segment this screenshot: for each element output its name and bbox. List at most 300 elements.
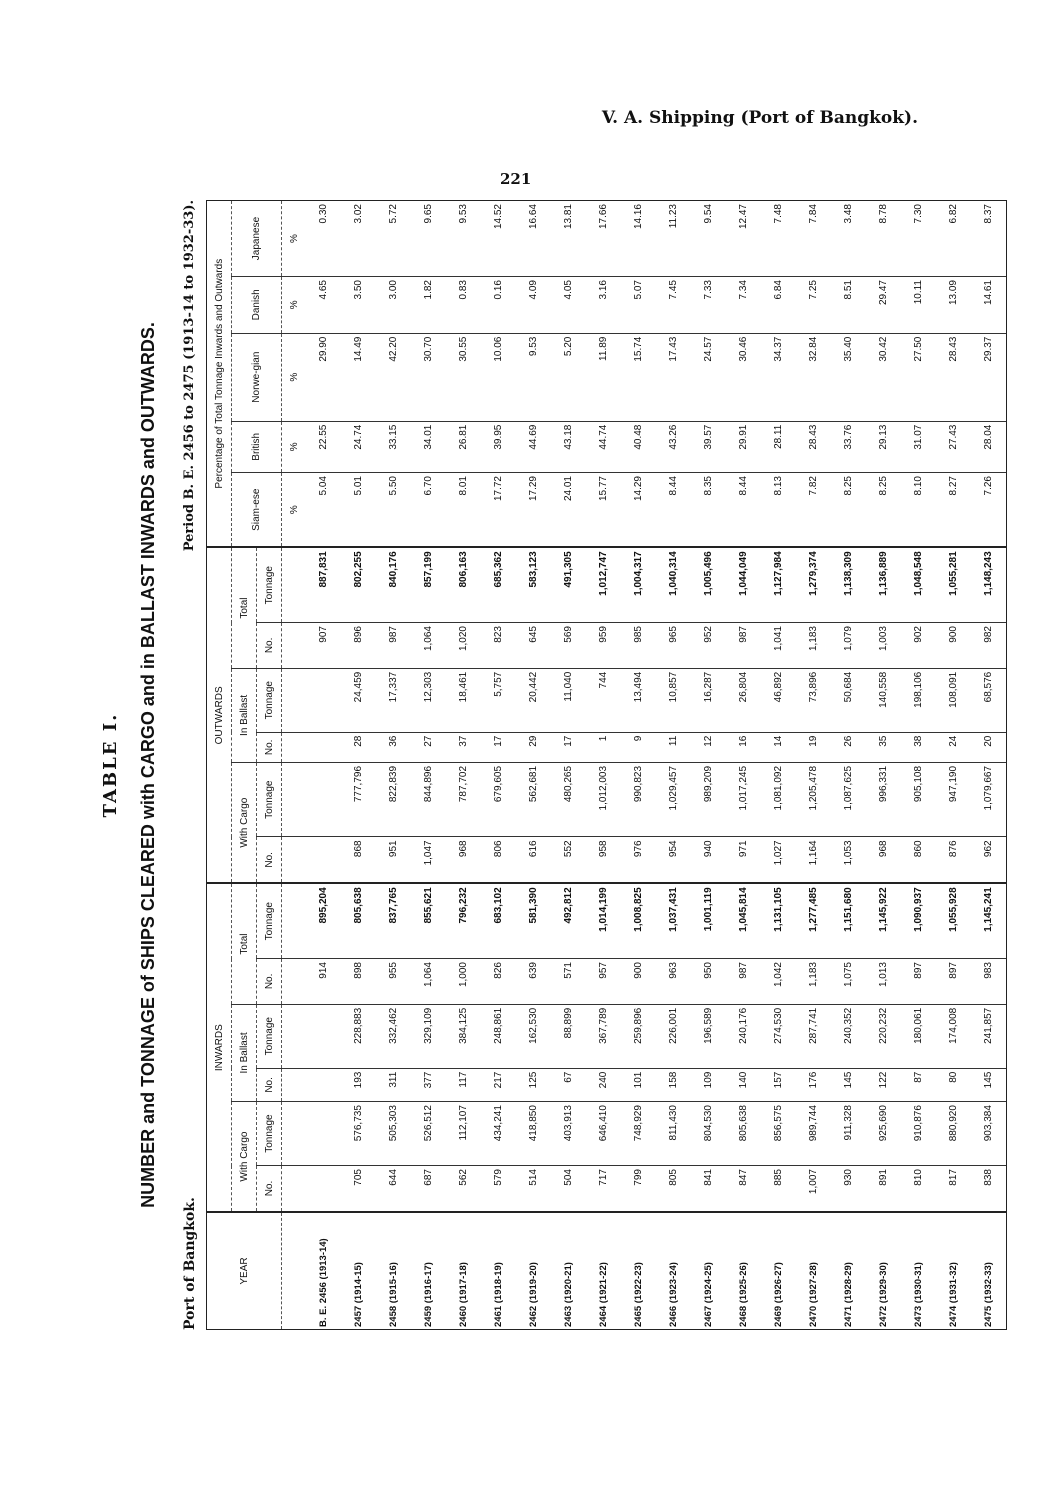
cell-in-c-t: 434,241 [481,1102,516,1166]
cell-out-c-t: 787,702 [446,762,481,836]
cell-out-tot-no: 645 [516,623,551,669]
cell-out-b-no: 9 [621,732,656,762]
cell-in-b-no: 311 [376,1068,411,1101]
cell-out-c-t: 777,796 [341,762,376,836]
cell-jap: 16.64 [516,201,551,277]
unit-row [282,201,307,1330]
cell-siam: 17.29 [516,473,551,548]
cell-out-b-no: 29 [516,732,551,762]
cell-norw: 30.55 [446,333,481,421]
cell-in-tot-no: 1,042 [761,959,796,1005]
cell-siam: 8.44 [726,473,761,548]
cell-out-tot-no: 952 [691,623,726,669]
cell-out-c-t: 844,896 [411,762,446,836]
cell-out-tot-t: 857,199 [411,547,446,622]
table-row [376,201,411,1330]
cell-out-b-no: 26 [831,732,866,762]
cell-jap: 14.16 [621,201,656,277]
cell-norw: 17.43 [656,333,691,421]
cell-in-tot-t: 895,204 [306,883,341,958]
cell-brit: 44.74 [586,421,621,472]
cell-out-tot-no: 569 [551,623,586,669]
cell-in-tot-no: 1,000 [446,959,481,1005]
cell-out-b-t: 46,892 [761,668,796,732]
cell-siam: 15.77 [586,473,621,548]
cell-in-tot-no: 950 [691,959,726,1005]
cell-in-tot-t: 1,014,199 [586,883,621,958]
col-no: No. [257,1068,282,1101]
cell-norw: 11.89 [586,333,621,421]
cell-in-c-no: 805 [656,1166,691,1212]
cell-jap: 11.23 [656,201,691,277]
cell-jap: 9.65 [411,201,446,277]
cell-in-b-t: 174,008 [936,1004,971,1068]
norwegian-header: Norwe-gian [232,333,282,421]
cell-in-b-t: 248,861 [481,1004,516,1068]
cell-in-c-t: 403,913 [551,1102,586,1166]
cell-out-c-t: 1,081,092 [761,762,796,836]
cell-in-b-no: 145 [971,1068,1007,1101]
cell-in-b-t: 220,232 [866,1004,901,1068]
cell-in-c-no: 1,007 [796,1166,831,1212]
cell-out-c-no: 954 [656,837,691,883]
cell-out-c-t: 905,108 [901,762,936,836]
cell-in-c-no: 930 [831,1166,866,1212]
table-row [866,201,901,1330]
cell-in-c-t: 112,107 [446,1102,481,1166]
cell-dan: 4.09 [516,277,551,334]
cell-jap: 12.47 [726,201,761,277]
cell-out-tot-t: 1,148,243 [971,547,1007,622]
cell-siam: 6.70 [411,473,446,548]
cell-out-c-no: 962 [971,837,1007,883]
cell-out-b-t: 24,459 [341,668,376,732]
cell-out-b-no: 14 [761,732,796,762]
cell-out-c-no: 552 [551,837,586,883]
cell-out-tot-t: 806,163 [446,547,481,622]
cell-siam: 24.01 [551,473,586,548]
col-no: No. [257,732,282,762]
cell-in-b-no: 240 [586,1068,621,1101]
cell-in-b-t: 384,125 [446,1004,481,1068]
table-row [586,201,621,1330]
cell-out-c-t: 1,029,457 [656,762,691,836]
cell-jap: 6.82 [936,201,971,277]
cell-norw: 28.43 [936,333,971,421]
cell-out-c-t: 989,209 [691,762,726,836]
cell-out-c-t: 679,605 [481,762,516,836]
cell-out-b-t: 5,757 [481,668,516,732]
cell-out-b-t: 198,106 [901,668,936,732]
cell-jap: 9.54 [691,201,726,277]
cell-in-tot-no: 983 [971,959,1007,1005]
cell-brit: 26.81 [446,421,481,472]
cell-brit: 39.57 [691,421,726,472]
cell-dan: 6.84 [761,277,796,334]
cell-in-c-t: 925,690 [866,1102,901,1166]
in-total-header: Total [232,883,257,1004]
cell-out-tot-no: 896 [341,623,376,669]
cell-out-c-no: 1,053 [831,837,866,883]
cell-in-c-no: 504 [551,1166,586,1212]
cell-out-tot-no: 902 [901,623,936,669]
cell-in-c-no: 817 [936,1166,971,1212]
cell-norw: 5.20 [551,333,586,421]
cell-out-tot-t: 1,004,317 [621,547,656,622]
cell-in-b-no: 87 [901,1068,936,1101]
cell-year: 2466 (1923-24) [656,1212,691,1330]
cell-in-b-no: 176 [796,1068,831,1101]
cell-in-b-no: 125 [516,1068,551,1101]
cell-in-c-t: 989,744 [796,1102,831,1166]
cell-out-c-t: 562,681 [516,762,551,836]
cell-out-tot-no: 1,020 [446,623,481,669]
cell-in-b-t: 367,789 [586,1004,621,1068]
cell-year: 2472 (1929-30) [866,1212,901,1330]
cell-out-tot-t: 583,123 [516,547,551,622]
cell-year: 2459 (1916-17) [411,1212,446,1330]
cell-in-c-no: 799 [621,1166,656,1212]
cell-jap: 7.30 [901,201,936,277]
cell-dan: 3.50 [341,277,376,334]
cell-out-b-no: 37 [446,732,481,762]
cell-dan: 7.45 [656,277,691,334]
cell-in-c-no: 838 [971,1166,1007,1212]
cell-dan: 14.61 [971,277,1007,334]
cell-in-tot-t: 805,638 [341,883,376,958]
cell-siam: 8.25 [831,473,866,548]
shipping-table [206,200,1007,1330]
cell-out-tot-t: 1,040,314 [656,547,691,622]
col-tonnage: Tonnage [257,883,282,958]
cell-out-tot-t: 1,127,984 [761,547,796,622]
period-label: Period B. E. 2456 to 2475 (1913-14 to 1932-33). [182,200,197,552]
cell-in-b-no: 157 [761,1068,796,1101]
out-ballast-header: In Ballast [232,668,257,762]
cell-jap: 8.78 [866,201,901,277]
cell-out-tot-no: 1,079 [831,623,866,669]
cell-in-tot-t: 492,812 [551,883,586,958]
cell-in-c-t [306,1102,341,1166]
cell-norw: 15.74 [621,333,656,421]
cell-in-b-no: 122 [866,1068,901,1101]
cell-out-b-no: 16 [726,732,761,762]
cell-in-c-t: 903,384 [971,1102,1007,1166]
cell-in-b-t: 241,857 [971,1004,1007,1068]
cell-brit: 43.26 [656,421,691,472]
cell-siam: 5.01 [341,473,376,548]
cell-in-tot-t: 796,232 [446,883,481,958]
cell-out-b-no: 24 [936,732,971,762]
cell-brit: 29.13 [866,421,901,472]
cell-norw: 24.57 [691,333,726,421]
cell-out-b-t: 12,303 [411,668,446,732]
cell-brit: 27.43 [936,421,971,472]
cell-in-b-no: 80 [936,1068,971,1101]
cell-in-tot-no: 897 [936,959,971,1005]
cell-in-b-no: 101 [621,1068,656,1101]
cell-dan: 3.00 [376,277,411,334]
cell-out-b-no: 12 [691,732,726,762]
siamese-header: Siam-ese [232,473,282,548]
cell-out-c-t: 947,190 [936,762,971,836]
cell-siam: 8.13 [761,473,796,548]
cell-in-c-t: 526,512 [411,1102,446,1166]
unit-percent: % [282,277,307,334]
cell-in-c-no: 514 [516,1166,551,1212]
cell-in-b-t: 240,176 [726,1004,761,1068]
cell-out-c-t: 822,839 [376,762,411,836]
cell-in-tot-t: 1,145,241 [971,883,1007,958]
cell-jap: 14.52 [481,201,516,277]
cell-in-tot-no: 898 [341,959,376,1005]
cell-in-tot-t: 1,131,105 [761,883,796,958]
cell-in-tot-no: 1,064 [411,959,446,1005]
cell-out-tot-no: 1,183 [796,623,831,669]
cell-in-tot-no: 955 [376,959,411,1005]
cell-out-tot-no: 1,041 [761,623,796,669]
cell-norw: 35.40 [831,333,866,421]
cell-out-c-t: 996,331 [866,762,901,836]
cell-out-b-t: 16,287 [691,668,726,732]
cell-in-b-no: 140 [726,1068,761,1101]
table-row [726,201,761,1330]
cell-out-b-no: 28 [341,732,376,762]
cell-in-b-no: 109 [691,1068,726,1101]
cell-in-b-no [306,1068,341,1101]
cell-out-tot-no: 985 [621,623,656,669]
cell-out-b-t: 17,337 [376,668,411,732]
cell-norw: 10.06 [481,333,516,421]
cell-in-c-no [306,1166,341,1212]
cell-in-c-no: 841 [691,1166,726,1212]
cell-out-tot-t: 1,136,889 [866,547,901,622]
cell-out-c-no: 968 [446,837,481,883]
cell-siam: 7.82 [796,473,831,548]
cell-in-tot-t: 1,151,680 [831,883,866,958]
cell-out-c-no: 806 [481,837,516,883]
cell-in-tot-t: 1,277,485 [796,883,831,958]
cell-in-c-t: 910,876 [901,1102,936,1166]
cell-brit: 40.48 [621,421,656,472]
cell-in-b-no: 67 [551,1068,586,1101]
cell-dan: 10.11 [901,277,936,334]
cell-in-c-t: 505,303 [376,1102,411,1166]
cell-jap: 3.02 [341,201,376,277]
table-row [761,201,796,1330]
cell-in-tot-no: 1,183 [796,959,831,1005]
cell-siam: 5.04 [306,473,341,548]
cell-out-b-no [306,732,341,762]
cell-out-c-t: 480,265 [551,762,586,836]
cell-norw: 14.49 [341,333,376,421]
cell-in-tot-no: 826 [481,959,516,1005]
cell-in-c-t: 418,850 [516,1102,551,1166]
cell-out-b-no: 11 [656,732,691,762]
cell-norw: 32.84 [796,333,831,421]
cell-brit: 43.18 [551,421,586,472]
cell-out-tot-t: 802,255 [341,547,376,622]
table-row [621,201,656,1330]
unit-percent: % [282,473,307,548]
cell-in-b-t: 180,061 [901,1004,936,1068]
cell-in-c-t: 811,430 [656,1102,691,1166]
cell-year: 2475 (1932-33) [971,1212,1007,1330]
cell-year: 2467 (1924-25) [691,1212,726,1330]
cell-in-b-no: 377 [411,1068,446,1101]
cell-out-tot-no: 900 [936,623,971,669]
table-row [796,201,831,1330]
cell-out-tot-no: 965 [656,623,691,669]
cell-in-tot-t: 1,001,119 [691,883,726,958]
cell-norw: 34.37 [761,333,796,421]
cell-year: 2457 (1914-15) [341,1212,376,1330]
unit-percent: % [282,421,307,472]
cell-in-tot-no: 639 [516,959,551,1005]
cell-brit: 44.69 [516,421,551,472]
cell-out-tot-no: 987 [376,623,411,669]
cell-brit: 29.91 [726,421,761,472]
cell-jap: 5.72 [376,201,411,277]
cell-in-tot-no: 963 [656,959,691,1005]
cell-in-b-t: 259,896 [621,1004,656,1068]
cell-in-tot-t: 1,008,825 [621,883,656,958]
cell-siam: 14.29 [621,473,656,548]
cell-siam: 8.25 [866,473,901,548]
cell-in-b-no: 217 [481,1068,516,1101]
percentage-header: Percentage of Total Tonnage Inwards and Outwards [207,201,232,548]
cell-in-tot-no: 1,013 [866,959,901,1005]
cell-in-b-t: 228,883 [341,1004,376,1068]
cell-out-tot-no: 959 [586,623,621,669]
unit-percent: % [282,333,307,421]
cell-brit: 28.43 [796,421,831,472]
in-cargo-header: With Cargo [232,1102,257,1212]
cell-brit: 34.01 [411,421,446,472]
col-tonnage: Tonnage [257,762,282,836]
cell-in-b-t [306,1004,341,1068]
cell-in-c-t: 805,638 [726,1102,761,1166]
cell-out-tot-no: 982 [971,623,1007,669]
cell-jap: 17.66 [586,201,621,277]
cell-out-c-t: 1,017,245 [726,762,761,836]
table-row [306,201,341,1330]
cell-siam: 17.72 [481,473,516,548]
cell-out-c-no: 868 [341,837,376,883]
cell-norw: 42.20 [376,333,411,421]
cell-in-tot-no: 897 [901,959,936,1005]
cell-siam: 5.50 [376,473,411,548]
cell-jap: 13.81 [551,201,586,277]
cell-out-tot-t: 1,044,049 [726,547,761,622]
cell-out-tot-t: 685,362 [481,547,516,622]
cell-out-tot-t: 1,279,374 [796,547,831,622]
cell-in-b-no: 145 [831,1068,866,1101]
cell-norw: 30.42 [866,333,901,421]
cell-in-c-no: 644 [376,1166,411,1212]
cell-out-b-t: 20,442 [516,668,551,732]
cell-in-c-no: 705 [341,1166,376,1212]
col-tonnage: Tonnage [257,1004,282,1068]
cell-in-tot-t: 855,621 [411,883,446,958]
cell-out-tot-no: 987 [726,623,761,669]
cell-in-c-no: 810 [901,1166,936,1212]
cell-in-tot-t: 1,090,937 [901,883,936,958]
cell-out-b-t [306,668,341,732]
cell-in-c-t: 880,920 [936,1102,971,1166]
cell-out-c-no: 1,047 [411,837,446,883]
cell-norw: 9.53 [516,333,551,421]
cell-year: 2469 (1926-27) [761,1212,796,1330]
cell-year: 2463 (1920-21) [551,1212,586,1330]
out-total-header: Total [232,547,257,668]
cell-in-tot-no: 914 [306,959,341,1005]
cell-out-b-t: 68,576 [971,668,1007,732]
table-row [691,201,726,1330]
table-title: NUMBER and TONNAGE of SHIPS CLEARED with CARGO and in BALLAST INWARDS and OUTWARDS. [138,322,158,1208]
cell-out-c-t: 990,823 [621,762,656,836]
cell-dan: 5.07 [621,277,656,334]
cell-year: 2465 (1922-23) [621,1212,656,1330]
cell-in-c-t: 804,530 [691,1102,726,1166]
cell-siam: 8.44 [656,473,691,548]
cell-in-b-t: 240,352 [831,1004,866,1068]
cell-in-tot-t: 581,390 [516,883,551,958]
danish-header: Danish [232,277,282,334]
cell-in-b-t: 329,109 [411,1004,446,1068]
cell-out-c-no: 971 [726,837,761,883]
cell-out-c-t: 1,205,478 [796,762,831,836]
cell-dan: 0.83 [446,277,481,334]
table-row [936,201,971,1330]
table-row [551,201,586,1330]
cell-dan: 0.16 [481,277,516,334]
cell-out-c-no: 876 [936,837,971,883]
cell-in-b-t: 88,899 [551,1004,586,1068]
cell-out-c-t [306,762,341,836]
cell-year: 2474 (1931-32) [936,1212,971,1330]
cell-brit: 33.15 [376,421,411,472]
cell-out-c-no: 968 [866,837,901,883]
cell-in-tot-no: 571 [551,959,586,1005]
cell-out-b-t: 11,040 [551,668,586,732]
table-row [831,201,866,1330]
cell-out-b-t: 140,558 [866,668,901,732]
cell-out-b-no: 36 [376,732,411,762]
cell-dan: 7.33 [691,277,726,334]
cell-in-b-t: 162,530 [516,1004,551,1068]
cell-in-c-no: 717 [586,1166,621,1212]
cell-siam: 7.26 [971,473,1007,548]
cell-out-tot-t: 887,831 [306,547,341,622]
cell-out-tot-no: 1,064 [411,623,446,669]
cell-dan: 4.05 [551,277,586,334]
cell-in-c-t: 646,410 [586,1102,621,1166]
cell-in-tot-t: 837,765 [376,883,411,958]
cell-out-b-no: 35 [866,732,901,762]
cell-in-c-t: 576,735 [341,1102,376,1166]
cell-in-tot-no: 957 [586,959,621,1005]
cell-in-c-t: 856,575 [761,1102,796,1166]
cell-jap: 8.37 [971,201,1007,277]
cell-in-c-t: 748,929 [621,1102,656,1166]
cell-dan: 7.25 [796,277,831,334]
cell-out-b-t: 10,857 [656,668,691,732]
table-row [446,201,481,1330]
cell-norw: 29.90 [306,333,341,421]
cell-out-b-t: 108,091 [936,668,971,732]
cell-out-c-t: 1,079,667 [971,762,1007,836]
